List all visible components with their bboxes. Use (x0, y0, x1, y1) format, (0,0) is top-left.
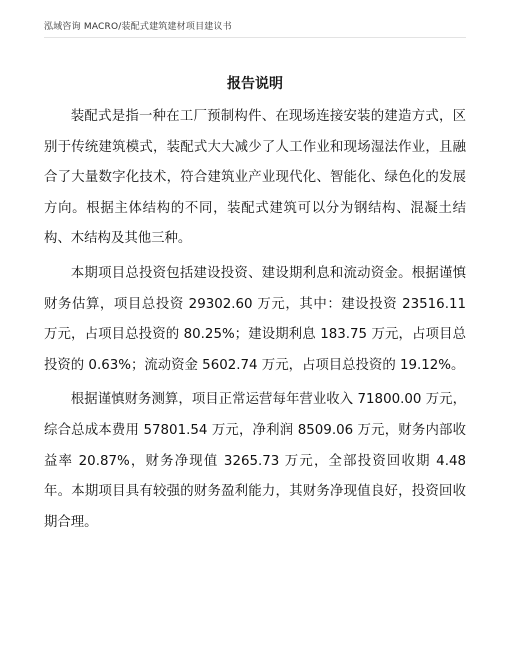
header-divider (44, 37, 466, 38)
document-body (44, 102, 466, 542)
document-title: 报告说明 (227, 76, 283, 92)
running-header: 泓域咨询 MACRO/装配式建筑建材项目建议书 (44, 22, 232, 32)
paragraph-financials: 根据谨慎财务测算，项目正常运营每年营业收入 71800.00 万元，综合总成本费用 57801.54 万元，净利润 8509.06 万元，财务内部收益率 20.87%，财务净现值 3265.73 万元，全部投资回收期 4.48 年。本期项目具有较强的财务盈利能力，其财务净现值良好，投资回收期合理。 (44, 392, 466, 530)
paragraph-intro: 装配式是指一种在工厂预制构件、在现场连接安装的建造方式，区别于传统建筑模式，装配式大大减少了人工作业和现场湿法作业，且融合了大量数字化技术，符合建筑业产业现代化、智能化、绿色化的发展方向。根据主体结构的不同，装配式建筑可以分为钢结构、混凝土结构、木结构及其他三种。 (44, 109, 466, 247)
paragraph-investment: 本期项目总投资包括建设投资、建设期利息和流动资金。根据谨慎财务估算，项目总投资 29302.60 万元，其中：建设投资 23516.11 万元，占项目总投资的 80.25%；建设期利息 183.75 万元，占项目总投资的 0.63%；流动资金 5602.74 万元，占项目总投资的 19.12%。 (44, 265, 466, 373)
